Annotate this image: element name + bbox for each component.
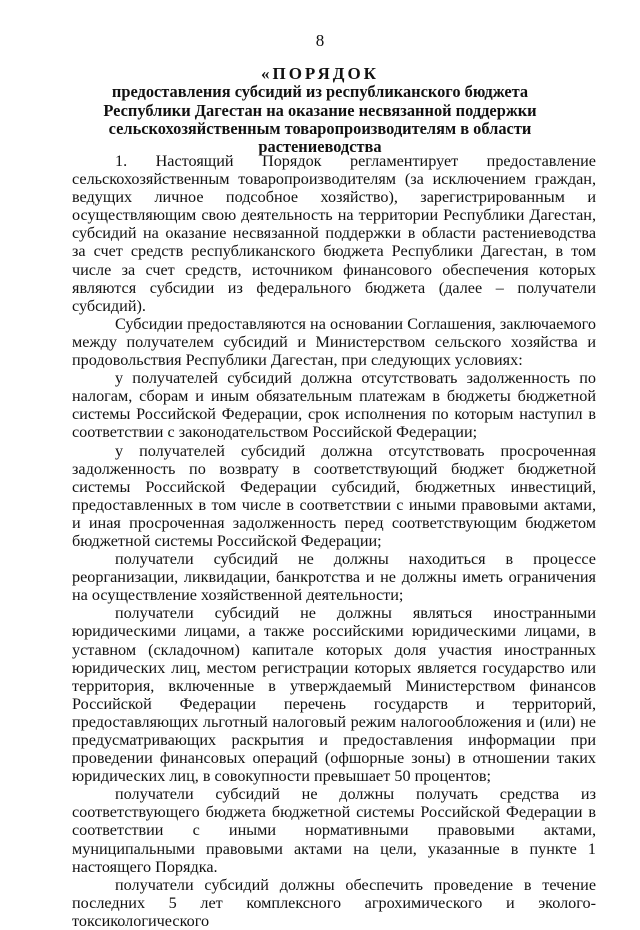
paragraph-4: у получателей субсидий должна отсутствовать просроченная задолженность по возврату в соответствующий бюджет бюджетной системы Российской Федерации субсидий, бюджетных инвестиций, предоставленных в том числе в соответствии с иными правовыми актами, и иная просроченная задолженность перед соответствующим бюджетом бюджетной системы Российской Федерации; xyxy=(72,441,596,550)
paragraph-3: у получателей субсидий должна отсутствовать задолженность по налогам, сборам и иным обязательным платежам в бюджеты бюджетной системы Российской Федерации, срок исполнения по которым наступил в соответствии с законодательством Российской Федерации; xyxy=(72,369,596,442)
document-heading xyxy=(70,65,570,156)
paragraph-1: 1. Настоящий Порядок регламентирует предоставление сельскохозяйственным товаропроизводителям (за исключением граждан, ведущих личное подсобное хозяйство), зарегистрированным и осуществляющим свою деятельность на территории Республики Дагестан, субсидий на оказание несвязанной поддержки в области растениеводства за счет средств республиканского бюджета Республики Дагестан, в том числе за счет средств, источником финансового обеспечения которых являются субсидии из федерального бюджета (далее – получатели субсидий). xyxy=(72,152,596,315)
page-number: 8 xyxy=(315,31,325,50)
paragraph-5: получатели субсидий не должны находиться в процессе реорганизации, ликвидации, банкротства и не должны иметь ограничения на осуществление хозяйственной деятельности; xyxy=(72,550,596,605)
document-body xyxy=(72,152,596,930)
paragraph-8: получатели субсидий должны обеспечить проведение в течение последних 5 лет комплексного агрохимического и эколого-токсикологического xyxy=(72,875,596,930)
heading-title: «ПОРЯДОК xyxy=(260,64,379,83)
paragraph-6: получатели субсидий не должны являться иностранными юридическими лицами, а также российскими юридическими лицами, в уставном (складочном) капитале которых доля участия иностранных юридических лиц, местом регистрации которых является государство или территория, включенные в утверждаемый Министерством финансов Российской Федерации перечень государств и территорий, предоставляющих льготный налоговый режим налогообложения и (или) не предусматривающих раскрытия и предоставления информации при проведении финансовых операций (офшорные зоны) в отношении таких юридических лиц, в совокупности превышает 50 процентов; xyxy=(72,604,596,786)
heading-subtitle: предоставления субсидий из республиканского бюджета Республики Дагестан на оказание несвязанной поддержки сельскохозяйственным товаропроизводителям в области растениеводства xyxy=(103,82,537,157)
paragraph-2: Субсидии предоставляются на основании Соглашения, заключаемого между получателем субсидий и Министерством сельского хозяйства и продовольствия Республики Дагестан, при следующих условиях: xyxy=(72,314,596,370)
paragraph-7: получатели субсидий не должны получать средства из соответствующего бюджета бюджетной системы Российской Федерации в соответствии с иными нормативными правовыми актами, муниципальными правовыми актами на цели, указанные в пункте 1 настоящего Порядка. xyxy=(72,785,596,876)
